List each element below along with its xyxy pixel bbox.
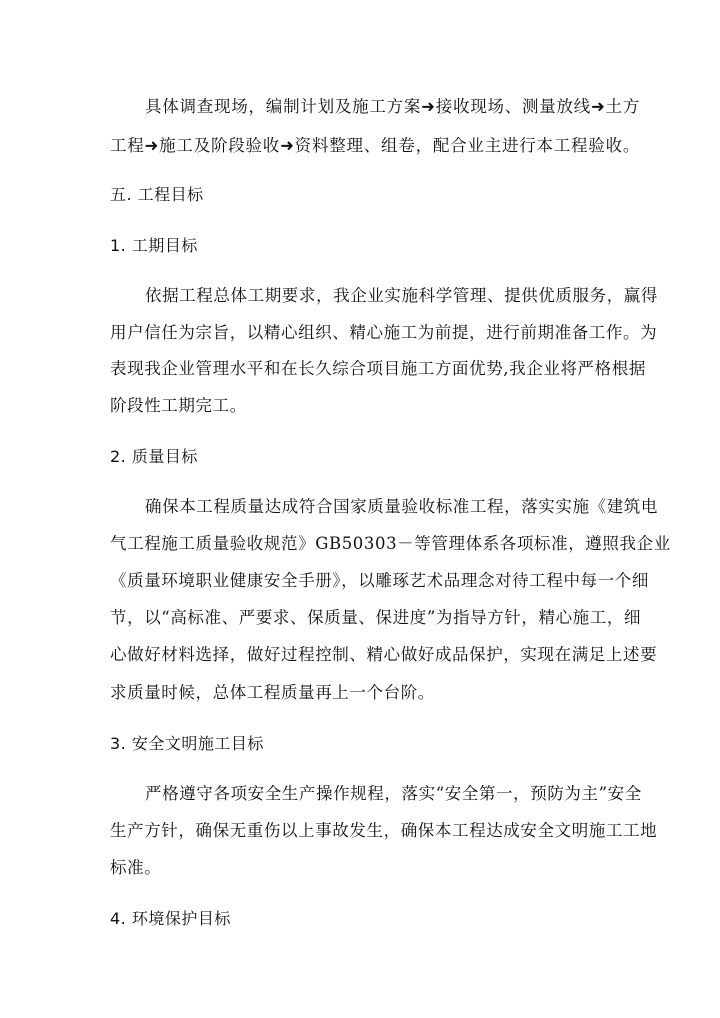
item-2-title: 2. 质量目标 [110, 447, 198, 466]
intro-line-2: 工程➜施工及阶段验收➜资料整理、组卷，配合业主进行本工程验收。 [110, 136, 640, 155]
item-1-line-1: 依据工程总体工期要求，我企业实施科学管理、提供优质服务，赢得 [145, 286, 658, 305]
item-2-line-3: 《质量环境职业健康安全手册》，以雕琢艺术品理念对待工程中每一个细 [110, 571, 649, 590]
item-1-line-4: 阶段性工期完工。 [110, 396, 247, 415]
section-title: 五. 工程目标 [110, 185, 204, 204]
item-3-line-1: 严格遵守各项安全生产操作规程，落实“安全第一，预防为主”安全 [145, 784, 642, 803]
item-2-line-6: 求质量时候，总体工程质量再上一个台阶。 [110, 683, 435, 702]
item-4-title: 4. 环境保护目标 [110, 909, 231, 928]
item-1-line-2: 用户信任为宗旨，以精心组织、精心施工为前提，进行前期准备工作。为 [110, 323, 658, 342]
item-1-line-3: 表现我企业管理水平和在长久综合项目施工方面优势,我企业将严格根据 [110, 359, 646, 378]
item-2-line-1: 确保本工程质量达成符合国家质量验收标准工程，落实实施《建筑电 [145, 497, 658, 516]
item-2-line-5: 心做好材料选择，做好过程控制、精心做好成品保护，实现在满足上述要 [110, 645, 658, 664]
item-3-line-3: 标准。 [110, 858, 162, 877]
item-3-title: 3. 安全文明施工目标 [110, 734, 264, 753]
item-2-line-2: 气工程施工质量验收规范》GB50303－等管理体系各项标准，遵照我企业 [110, 534, 671, 553]
item-1-title: 1. 工期目标 [110, 236, 198, 255]
item-3-line-2: 生产方针，确保无重伤以上事故发生，确保本工程达成安全文明施工工地 [110, 821, 658, 840]
intro-line-1: 具体调查现场，编制计划及施工方案➜接收现场、测量放线➜土方 [145, 97, 640, 116]
item-2-line-4: 节，以“高标准、严要求、保质量、保进度”为指导方针，精心施工，细 [110, 608, 642, 627]
